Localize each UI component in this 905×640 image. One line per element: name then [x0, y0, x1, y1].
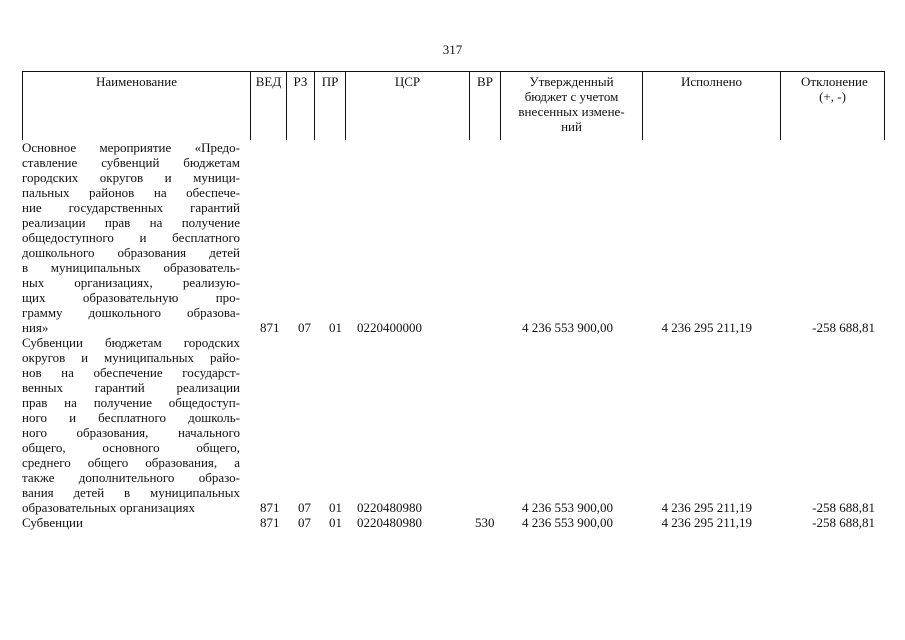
name-line: Субвенции бюджетам городских: [22, 335, 240, 350]
table-body: [22, 140, 885, 530]
page-number: 317: [442, 42, 463, 57]
name-line: дошкольного образования детей: [22, 245, 240, 260]
cell-csr: 0220400000: [357, 320, 422, 335]
name-line: округов и муниципальных райо-: [22, 350, 240, 365]
name-line: вания детей в муниципальных: [22, 485, 240, 500]
name-line: городских округов и муници-: [22, 170, 240, 185]
name-line: образовательных организациях: [22, 500, 195, 515]
cell-csr: 0220480980: [357, 500, 422, 515]
cell-csr: 0220480980: [357, 515, 422, 530]
header-rz: РЗ: [287, 72, 315, 140]
header-csr: ЦСР: [346, 72, 470, 140]
name-line: среднего общего образования, а: [22, 455, 240, 470]
table-row: [22, 140, 885, 335]
header-approved: Утвержденный бюджет с учетом внесенных измене-ний: [501, 72, 643, 140]
cell-pr: 01: [329, 515, 342, 530]
cell-pr: 01: [329, 500, 342, 515]
cell-pr: 01: [329, 320, 342, 335]
name-line: венных гарантий реализации: [22, 380, 240, 395]
name-line: ние государственных гарантий: [22, 200, 240, 215]
header-executed: Исполнено: [643, 72, 781, 140]
name-line: пальных районов на обеспече-: [22, 185, 240, 200]
name-line: также дополнительного образо-: [22, 470, 240, 485]
header-deviation: Отклонение (+, -): [801, 74, 868, 104]
cell-executed: 4 236 295 211,19: [661, 320, 752, 335]
name-line: грамму дошкольного образова-: [22, 305, 240, 320]
name-line: ных организациях, реализую-: [22, 275, 240, 290]
cell-deviation: -258 688,81: [812, 320, 875, 335]
row-values: [22, 320, 885, 335]
cell-executed: 4 236 295 211,19: [661, 500, 752, 515]
header-pr: ПР: [315, 72, 346, 140]
table-row: [22, 335, 885, 515]
row-values: [22, 515, 885, 530]
name-line: общего, основного общего,: [22, 440, 240, 455]
name-line: ного образования, начального: [22, 425, 240, 440]
name-line: ного и бесплатного дошколь-: [22, 410, 240, 425]
row-values: [22, 500, 885, 515]
name-line: нов на обеспечение государст-: [22, 365, 240, 380]
cell-name: [22, 140, 240, 335]
name-line: ния»: [22, 320, 49, 335]
header-name: Наименование: [23, 72, 251, 140]
cell-rz: 07: [298, 515, 311, 530]
name-line: Субвенции: [22, 515, 83, 530]
cell-vr: 530: [475, 515, 495, 530]
cell-deviation: -258 688,81: [812, 515, 875, 530]
cell-approved: 4 236 553 900,00: [522, 515, 613, 530]
name-line: Основное мероприятие «Предо-: [22, 140, 240, 155]
cell-rz: 07: [298, 500, 311, 515]
cell-ved: 871: [260, 515, 280, 530]
name-line: реализации прав на получение: [22, 215, 240, 230]
cell-name: [22, 335, 240, 515]
cell-ved: 871: [260, 320, 280, 335]
cell-approved: 4 236 553 900,00: [522, 500, 613, 515]
cell-ved: 871: [260, 500, 280, 515]
name-line: общедоступного и бесплатного: [22, 230, 240, 245]
cell-rz: 07: [298, 320, 311, 335]
table-header: [22, 71, 885, 140]
cell-approved: 4 236 553 900,00: [522, 320, 613, 335]
header-ved: ВЕД: [251, 72, 287, 140]
header-vr: ВР: [470, 72, 501, 140]
name-line: щих образовательную про-: [22, 290, 240, 305]
name-line: ставление субвенций бюджетам: [22, 155, 240, 170]
cell-executed: 4 236 295 211,19: [661, 515, 752, 530]
name-line: в муниципальных образователь-: [22, 260, 240, 275]
cell-deviation: -258 688,81: [812, 500, 875, 515]
name-line: прав на получение общедоступ-: [22, 395, 240, 410]
table-row: [22, 515, 885, 530]
